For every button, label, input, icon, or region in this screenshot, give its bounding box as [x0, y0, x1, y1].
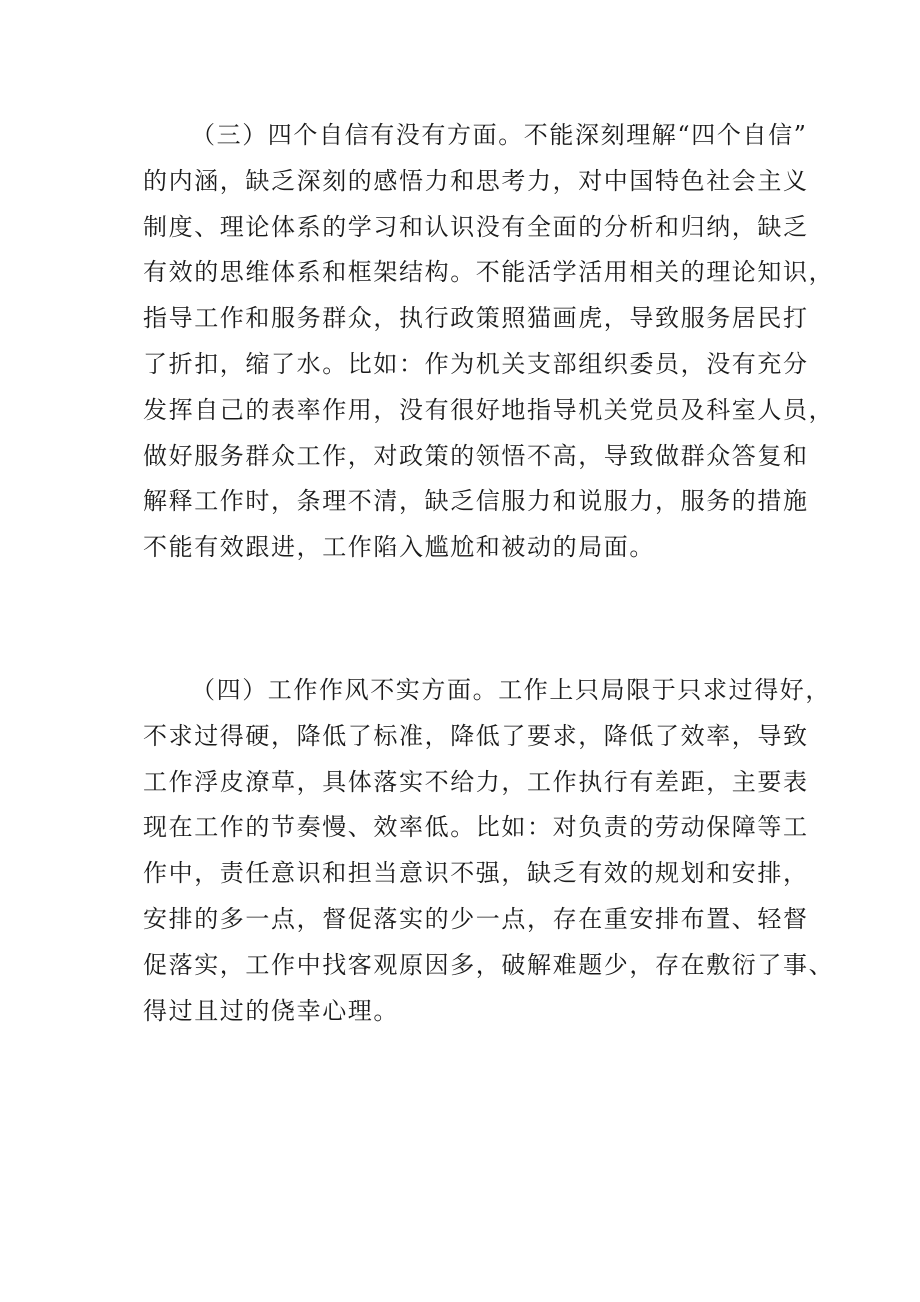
paragraph-line: 指导工作和服务群众，执行政策照猫画虎，导致服务居民打 [143, 304, 809, 333]
paragraph-line: 了折扣，缩了水。比如：作为机关支部组织委员，没有充分 [143, 349, 809, 378]
paragraph-line: 做好服务群众工作，对政策的领悟不高，导致做群众答复和 [143, 441, 809, 470]
paragraph-section-three [143, 113, 835, 571]
paragraph-line: 得过且过的侥幸心理。 [143, 996, 399, 1025]
paragraph-line: 安排的多一点，督促落实的少一点，存在重安排布置、轻督 [143, 904, 809, 933]
paragraph-line: 制度、理论体系的学习和认识没有全面的分析和归纳，缺乏 [143, 212, 809, 241]
paragraph-line: （三）四个自信有没有方面。不能深刻理解“四个自信” [191, 121, 808, 149]
paragraph-section-four [143, 668, 835, 1034]
paragraph-line: 工作浮皮潦草，具体落实不给力，工作执行有差距，主要表 [143, 767, 809, 796]
paragraph-line: 不能有效跟进，工作陷入尴尬和被动的局面。 [143, 533, 655, 562]
paragraph-line: 作中，责任意识和担当意识不强，缺乏有效的规划和安排， [143, 859, 809, 888]
paragraph-line: 解释工作时，条理不清，缺乏信服力和说服力，服务的措施 [143, 487, 809, 516]
paragraph-line: 的内涵，缺乏深刻的感悟力和思考力，对中国特色社会主义 [143, 166, 809, 195]
paragraph-line: 现在工作的节奏慢、效率低。比如：对负责的劳动保障等工 [143, 813, 809, 842]
paragraph-line: 有效的思维体系和框架结构。不能活学活用相关的理论知识， [143, 258, 835, 287]
paragraph-line: （四）工作作风不实方面。工作上只局限于只求过得好， [191, 676, 831, 704]
paragraph-line: 发挥自己的表率作用，没有很好地指导机关党员及科室人员， [143, 395, 835, 424]
paragraph-line: 不求过得硬，降低了标准，降低了要求，降低了效率，导致 [143, 721, 809, 750]
paragraph-line: 促落实，工作中找客观原因多，破解难题少，存在敷衍了事、 [143, 950, 835, 979]
